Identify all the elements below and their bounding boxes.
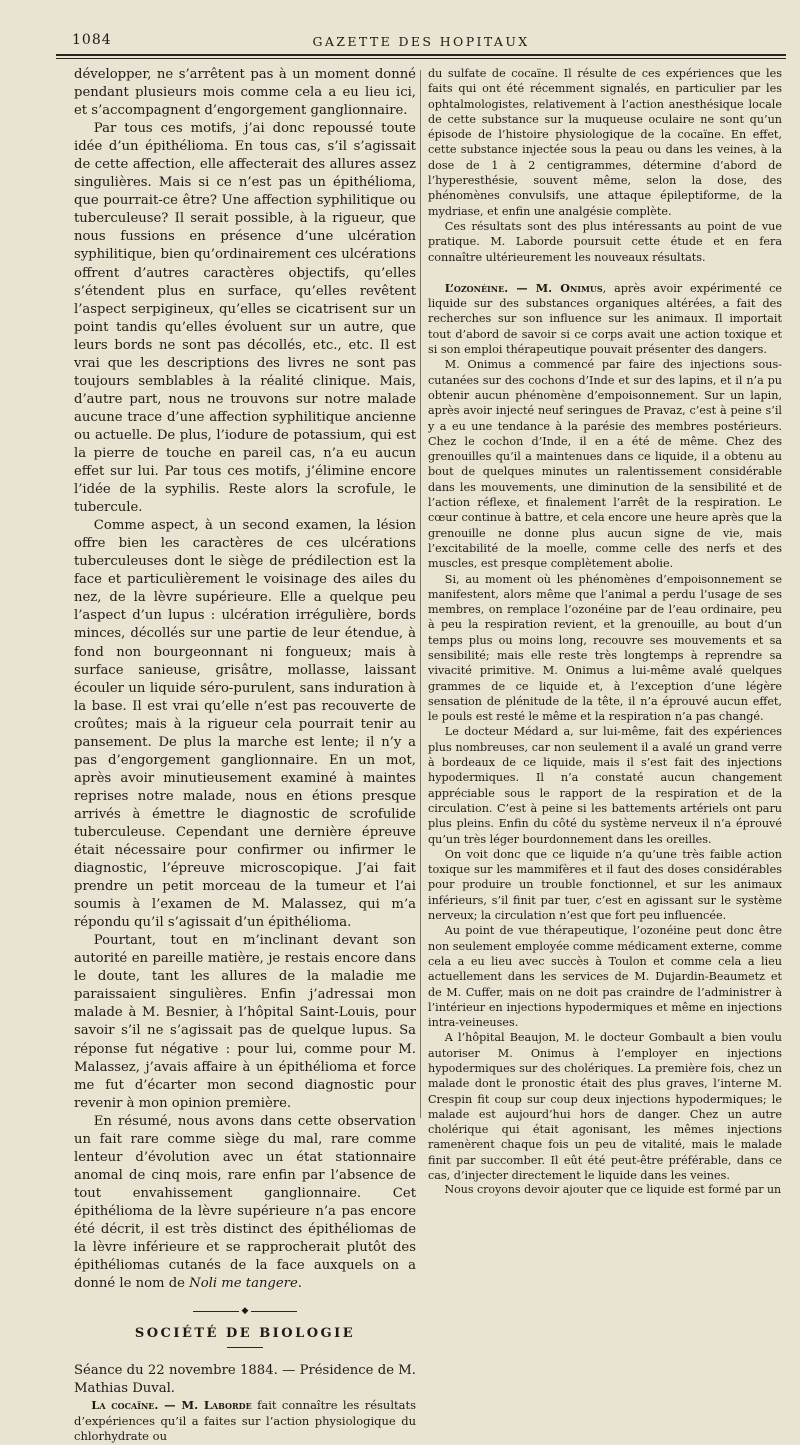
paragraph: Au point de vue thérapeutique, l’ozonéine peut donc être non seulement employée comme médicament externe, comme cela a eu lieu avec succès à Toulon et comme cela a lieu actuellement dans les services de M. Dujardin-Beaumetz et de M. Cuffer, mais on ne doit pas craindre de l’administrer à l’intérieur en injections hypodermiques et même en injections intra-veineuses. (428, 924, 782, 1030)
paragraph: Si, au moment où les phénomènes d’empoisonnement se manifestent, alors même que l’animal a perdu l’usage de ses membres, on remplace l’ozonéine par de l’eau ordinaire, peu à peu la respiration revient, et la grenouille, au bout d’un temps plus ou moins long, recouvre ses mouvements et sa sensibilité; mais elle reste très longtemps à reprendre sa vivacité primitive. M. Onimus a lui-même avalé quelques grammes de ce liquide et, à l’exception d’une légère sensation de plénitude de la tête, il n’a éprouvé aucun effet, le pouls est resté le même et la respiration n’a pas changé. (428, 572, 782, 724)
cocaine-text: fait connaître les résultats d’expériences qu’il a faites sur l’action physiologique du chlorhydrate ou (74, 1398, 416, 1444)
meeting-line: Séance du 22 novembre 1884. — Présidence de M. Mathias Duval. (74, 1363, 416, 1397)
paragraph: M. Onimus a commencé par faire des injections sous-cutanées sur des cochons d’Inde et sur des lapins, et il n’a pu obtenir aucun phénomène d’empoisonnement. Sur un lapin, après avoir injecté neuf seringues de Pravaz, c’est à peine s’il y a eu une tendance à la parésie des membres postérieurs. Chez le cochon d’Inde, il en a été de même. Chez des grenouilles qu’il a maintenues dans ce liquide, il a obtenu au bout de quelques minutes un ralentissement considérable dans les mouvements, une diminution de la sensibilité et de l’action réflexe, et finalement l’arrêt de la respiration. Le cœur continue à battre, et cela encore une heure après que la grenouille ne donne plus aucun signe de vie, mais l’excitabilité de la moelle, comme celle des nerfs et des muscles, est presque complètement abolie. (428, 358, 782, 571)
paragraph: Pourtant, tout en m’inclinant devant son autorité en pareille matière, je restais encore dans le doute, tant les allures de la maladie me paraissaient singulières. Enfin j’adressai mon malade à M. Besnier, à l’hôpital Saint-Louis, pour savoir s’il ne s’agissait pas de quelque lupus. Sa réponse fut négative : pour lui, comme pour M. Malassez, j’avais affaire à un épithélioma et force me fut d’écarter mon second diagnostic pour revenir à mon opinion première. (74, 933, 416, 1111)
section-short-rule (227, 1347, 263, 1348)
paragraph: Comme aspect, à un second examen, la lésion offre bien les caractères de ces ulcérations tuberculeuses dont le siège de prédilection est la face et particulièrement le voisinage des ailes du nez, de la lèvre supérieure. Elle a quelque peu l’aspect d’un lupus : ulcération irrégulière, bords minces, décollés sur une partie de leur étendue, à fond non bourgeonnant ni fongueux; mais à surface sanieuse, grisâtre, mollasse, laissant écouler un liquide séro-purulent, sans induration à la base. Il est vrai qu’elle n’est pas recouverte de croûtes; mais à la rigueur cela pourrait tenir au pansement. De plus la marche est lente; il n’y a pas d’engorgement ganglionnaire. En un mot, après avoir minutieusement examiné à maintes reprises notre malade, nous en étions presque arrivés à émettre le diagnostic de scrofulide tuberculeuse. Cependant une dernière épreuve était nécessaire pour confirmer ou infirmer le diagnostic, l’épreuve microscopique. J’ai fait prendre un petit morceau de la tumeur et l’ai soumis à l’examen de M. Malassez, qui m’a répondu qu’il s’agissait d’un épithélioma. (74, 518, 416, 931)
paragraph: développer, ne s’arrêtent pas à un moment donné pendant plusieurs mois comme cela a eu lieu ici, et s’accompagnent d’engorgement ganglionnaire. (74, 67, 416, 119)
conclusion-text: En résumé, nous avons dans cette observation un fait rare comme siège du mal, rare comme lenteur d’évolution avec un état stationnaire anomal de cinq mois, rare enfin par l’absence de tout envahissement ganglionnaire. Cet épithélioma de la lèvre supérieure n’a pas encore été décrit, il est très distinct des épithéliomas de la lèvre inférieure et se rapprocherait plutôt des épithéliomas cutanés de la face auxquels on a donné le nom de (74, 1113, 416, 1292)
header-rule-thick (56, 54, 786, 56)
cocaine-paragraph (74, 1398, 416, 1445)
paragraph-last-line: Nous croyons devoir ajouter que ce liquide est formé par un (444, 1183, 782, 1197)
ornament-diamond-icon: ◆ (241, 1306, 249, 1317)
paragraph: A l’hôpital Beaujon, M. le docteur Gombault a bien voulu autoriser M. Onimus à l’employer en injections hypodermiques sur des cholériques. La première fois, chez un malade dont le pronostic était des plus graves, l’interne M. Crespin fit coup sur coup deux injections hypodermiques; le malade est aujourd’hui hors de danger. Chez un autre cholérique qui était agonisant, les mêmes injections ramenèrent chaque fois un peu de vitalité, mais le malade finit par succomber. Il eût été peut-être préférable, dans ce cas, d’injecter directement le liquide dans les veines. (428, 1031, 782, 1183)
ozoneine-paragraph (428, 281, 782, 357)
paragraph: On voit donc que ce liquide n’a qu’une très faible action toxique sur les mammifères et il faut des doses considérables pour produire un trouble fonctionnel, et sur les animaux inférieurs, s’il finit par tuer, c’est en agissant sur le système nerveux; la circulation n’est que fort peu influencée. (428, 847, 782, 923)
paragraph: Ces résultats sont des plus intéressants au point de vue pratique. M. Laborde poursuit cette étude et en fera connaître ultérieurement les nouveaux résultats. (428, 219, 782, 264)
page-number: 1084 (72, 32, 112, 48)
page-header (56, 30, 786, 60)
paragraph: Le docteur Médard a, sur lui-même, fait des expériences plus nombreuses, car non seulement il a avalé un grand verre à bordeaux de ce liquide, mais il s’est fait des injections hypodermiques. Il n’a constaté aucun changement appréciable sous le rapport de la respiration et de la circulation. C’est à peine si les battements artériels ont paru plus pleins. Enfin du côté du système nerveux il n’a éprouvé qu’un très léger bourdonnement dans les oreilles. (428, 725, 782, 846)
section-title: SOCIÉTÉ DE BIOLOGIE (134, 1326, 356, 1342)
header-rule-thin (56, 58, 786, 59)
column-divider (420, 70, 421, 1118)
section-ornament (74, 1307, 416, 1316)
conclusion-end: . (297, 1276, 302, 1292)
ornament-line (193, 1311, 239, 1312)
left-column (74, 66, 416, 1444)
paragraph-gap (428, 265, 782, 281)
paragraph-conclusion (74, 1113, 416, 1293)
conclusion-italic-term: Noli me tangere (189, 1276, 298, 1292)
journal-title: GAZETTE DES HOPITAUX (312, 34, 530, 49)
ornament-line (251, 1311, 297, 1312)
cocaine-heading: La cocaïne. — M. Laborde (91, 1398, 252, 1413)
paragraph: Par tous ces motifs, j’ai donc repoussé toute idée d’un épithélioma. En tous cas, s’il s’agissait de cette affection, elle affecterait des allures assez singulières. Mais si ce n’est pas un épithélioma, que pourrait-ce être? Une affection syphilitique ou tuberculeuse? Il serait possible, à la rigueur, que nous fussions en présence d’une ulcération syphilitique, bien qu’ordinairement ces ulcérations offrent d’autres caractères objectifs, qu’elles s’étendent plus en surface, qu’elles revêtent l’aspect serpigineux, qu’elles se cicatrisent sur un point tandis qu’elles évoluent sur un autre, que leurs bords ne sont pas décollés, etc., etc. Il est vrai que les descriptions des livres ne sont pas toujours semblables à la réalité clinique. Mais, d’autre part, nous ne trouvons sur notre malade aucune trace d’une affection syphilitique ancienne ou actuelle. De plus, l’iodure de potassium, qui est la pierre de touche en pareil cas, n’a eu aucun effet sur lui. Par tous ces motifs, j’élimine encore l’idée de la syphilis. Reste alors la scrofule, le tubercule. (74, 121, 416, 516)
ozoneine-text: , après avoir expérimenté ce liquide sur des substances organiques altérées, a fait des recherches sur son influence sur les animaux. Il importait tout d’abord de savoir si ce corps avait une action toxique et si son emploi thérapeutique pouvait présenter des dangers. (428, 281, 782, 357)
paragraph: du sulfate de cocaïne. Il résulte de ces expériences que les faits qui ont été récemment signalés, en particulier par les ophtalmologistes, relativement à l’action anesthésique locale de cette substance sur la muqueuse oculaire ne sont qu’un épisode de l’histoire physiologique de la cocaïne. En effet, cette substance injectée sous la peau ou dans les veines, à la dose de 1 à 2 centigrammes, détermine d’abord de l’hyperesthésie, souvent même, selon la dose, des phénomènes convulsifs, une attaque épileptiforme, de la mydriase, et enfin une analgésie complète. (428, 67, 782, 218)
ozoneine-heading: L’ozonéine. — M. Onimus (444, 280, 603, 295)
right-column (428, 66, 782, 1197)
